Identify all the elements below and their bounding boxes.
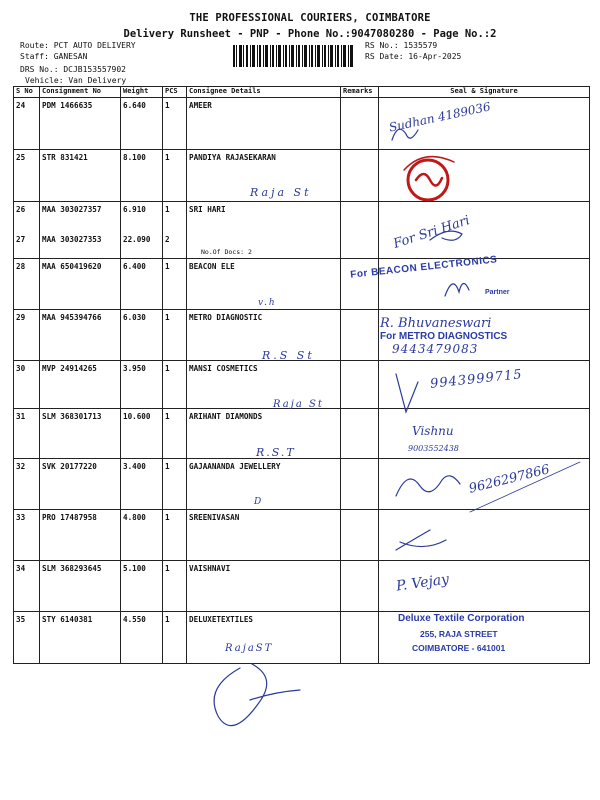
col-pcs: PCS [163, 87, 187, 98]
consignment-no: MAA 650419620 [40, 259, 121, 310]
remarks [341, 202, 379, 229]
pcs: 1 [163, 409, 187, 459]
handwritten-note: RajaST [225, 643, 274, 654]
handwritten-note: Raja St [273, 399, 324, 410]
deluxe-stamp-street: 255, RAJA STREET [420, 629, 498, 639]
consignment-no: MVP 24914265 [40, 361, 121, 409]
remarks [341, 259, 379, 310]
remarks [341, 98, 379, 150]
col-consignment: Consignment No [40, 87, 121, 98]
drs-text: DRS No.: DCJB153557902 [20, 65, 126, 74]
pcs: 2 [163, 229, 187, 259]
weight: 6.400 [121, 259, 163, 310]
signature-cell [379, 150, 590, 202]
beacon-stamp: For BEACON ELECTRONICS [349, 254, 498, 281]
pcs: 1 [163, 259, 187, 310]
docs-count: No.Of Docs: 2 [201, 247, 252, 256]
sno: 32 [14, 459, 40, 510]
col-weight: Weight [121, 87, 163, 98]
runsheet-subtitle: Delivery Runsheet - PNP - Phone No.:9047080280 - Page No.:2 [123, 28, 497, 40]
signature-cell [379, 510, 590, 561]
sno: 24 [14, 98, 40, 150]
remarks [341, 510, 379, 561]
consignment-no: SLM 368293645 [40, 561, 121, 612]
weight: 4.550 [121, 612, 163, 664]
consignee: PANDIYA RAJASEKARAN [187, 150, 341, 202]
table-row [14, 229, 590, 259]
sno: 26 [14, 202, 40, 229]
signature-row-31: Vishnu [412, 424, 454, 438]
vehicle-text: Vehicle: Van Delivery [25, 76, 127, 85]
remarks [341, 561, 379, 612]
table-header-row [14, 87, 590, 98]
sno: 33 [14, 510, 40, 561]
weight: 3.950 [121, 361, 163, 409]
consignee: MANSI COSMETICS [187, 361, 341, 409]
header-right [365, 40, 461, 62]
col-sno: S No [14, 87, 40, 98]
consignee: SRI HARI [187, 202, 341, 229]
handwritten-note: R.S St [262, 349, 315, 362]
weight: 6.030 [121, 310, 163, 361]
partner-label: Partner [485, 289, 510, 296]
consignment-no: SVK 20177220 [40, 459, 121, 510]
signature-row-24: Sudhan 4189036 [387, 99, 492, 135]
sno: 27 [14, 229, 40, 259]
pcs: 1 [163, 459, 187, 510]
consignment-no: PDM 1466635 [40, 98, 121, 150]
signature-cell [379, 202, 590, 229]
signature-row-34: P. Vejay [395, 571, 451, 595]
consignee: VAISHNAVI [187, 561, 341, 612]
pcs: 1 [163, 612, 187, 664]
weight: 3.400 [121, 459, 163, 510]
remarks [341, 229, 379, 259]
remarks [341, 310, 379, 361]
weight: 6.640 [121, 98, 163, 150]
table-row [14, 510, 590, 561]
weight: 8.100 [121, 150, 163, 202]
phone-row-30: 9943999715 [429, 367, 524, 392]
route-text: Route: PCT AUTO DELIVERY [20, 41, 136, 50]
pcs: 1 [163, 510, 187, 561]
signature-row-26: For Sri Hari [391, 213, 472, 252]
phone-row-31: 9003552438 [408, 444, 459, 453]
consignment-no: STR 831421 [40, 150, 121, 202]
weight: 22.090 [121, 229, 163, 259]
deluxe-stamp-city: COIMBATORE - 641001 [412, 643, 506, 653]
pcs: 1 [163, 561, 187, 612]
sno: 31 [14, 409, 40, 459]
handwritten-note: D [254, 497, 262, 507]
table-row [14, 202, 590, 229]
sno: 28 [14, 259, 40, 310]
barcode [233, 45, 353, 67]
pcs: 1 [163, 361, 187, 409]
remarks [341, 150, 379, 202]
signature-row-29: R. Bhuvaneswari [380, 316, 492, 331]
weight: 4.800 [121, 510, 163, 561]
consignee: ARIHANT DIAMONDS [187, 409, 341, 459]
metro-stamp: For METRO DIAGNOSTICS [380, 331, 508, 342]
weight: 10.600 [121, 409, 163, 459]
consignee: AMEER [187, 98, 341, 150]
remarks [341, 409, 379, 459]
weight: 6.910 [121, 202, 163, 229]
table-row [14, 561, 590, 612]
sno: 35 [14, 612, 40, 664]
consignee: METRO DIAGNOSTIC [187, 310, 341, 361]
col-signature: Seal & Signature [379, 87, 590, 98]
remarks [341, 612, 379, 664]
consignee: GAJAANANDA JEWELLERY [187, 459, 341, 510]
consignment-no: SLM 368301713 [40, 409, 121, 459]
consignment-no: STY 6140381 [40, 612, 121, 664]
consignment-no: MAA 945394766 [40, 310, 121, 361]
consignee: BEACON ELE [187, 259, 341, 310]
rs-no-text: RS No.: 1535579 [365, 41, 438, 50]
table-row [14, 98, 590, 150]
col-remarks: Remarks [341, 87, 379, 98]
consignment-no: MAA 303027357 [40, 202, 121, 229]
table-row [14, 259, 590, 310]
remarks [341, 459, 379, 510]
sno: 29 [14, 310, 40, 361]
consignee: SREENIVASAN [187, 510, 341, 561]
phone-row-32: 9626297866 [467, 462, 552, 497]
consignee: DELUXETEXTILES [187, 612, 341, 664]
sno: 34 [14, 561, 40, 612]
weight: 5.100 [121, 561, 163, 612]
handwritten-note: v.h [258, 298, 277, 308]
remarks [341, 361, 379, 409]
sno: 25 [14, 150, 40, 202]
consignee [187, 229, 341, 259]
sno: 30 [14, 361, 40, 409]
deluxe-stamp-name: Deluxe Textile Corporation [398, 613, 525, 624]
staff-text: Staff: GANESAN [20, 52, 88, 61]
rs-date-text: RS Date: 16-Apr-2025 [365, 52, 462, 61]
pcs: 1 [163, 202, 187, 229]
table-row [14, 409, 590, 459]
pcs: 1 [163, 310, 187, 361]
handwritten-note: R.S.T [256, 446, 296, 459]
pcs: 1 [163, 150, 187, 202]
pcs: 1 [163, 98, 187, 150]
company-title: THE PROFESSIONAL COURIERS, COIMBATORE [189, 12, 431, 24]
handwritten-note: Raja St [250, 186, 312, 199]
consignment-no: PRO 17487958 [40, 510, 121, 561]
phone-row-29: 9443479083 [392, 342, 479, 356]
header-left [20, 40, 136, 86]
col-consignee: Consignee Details [187, 87, 341, 98]
consignment-no: MAA 303027353 [40, 229, 121, 259]
